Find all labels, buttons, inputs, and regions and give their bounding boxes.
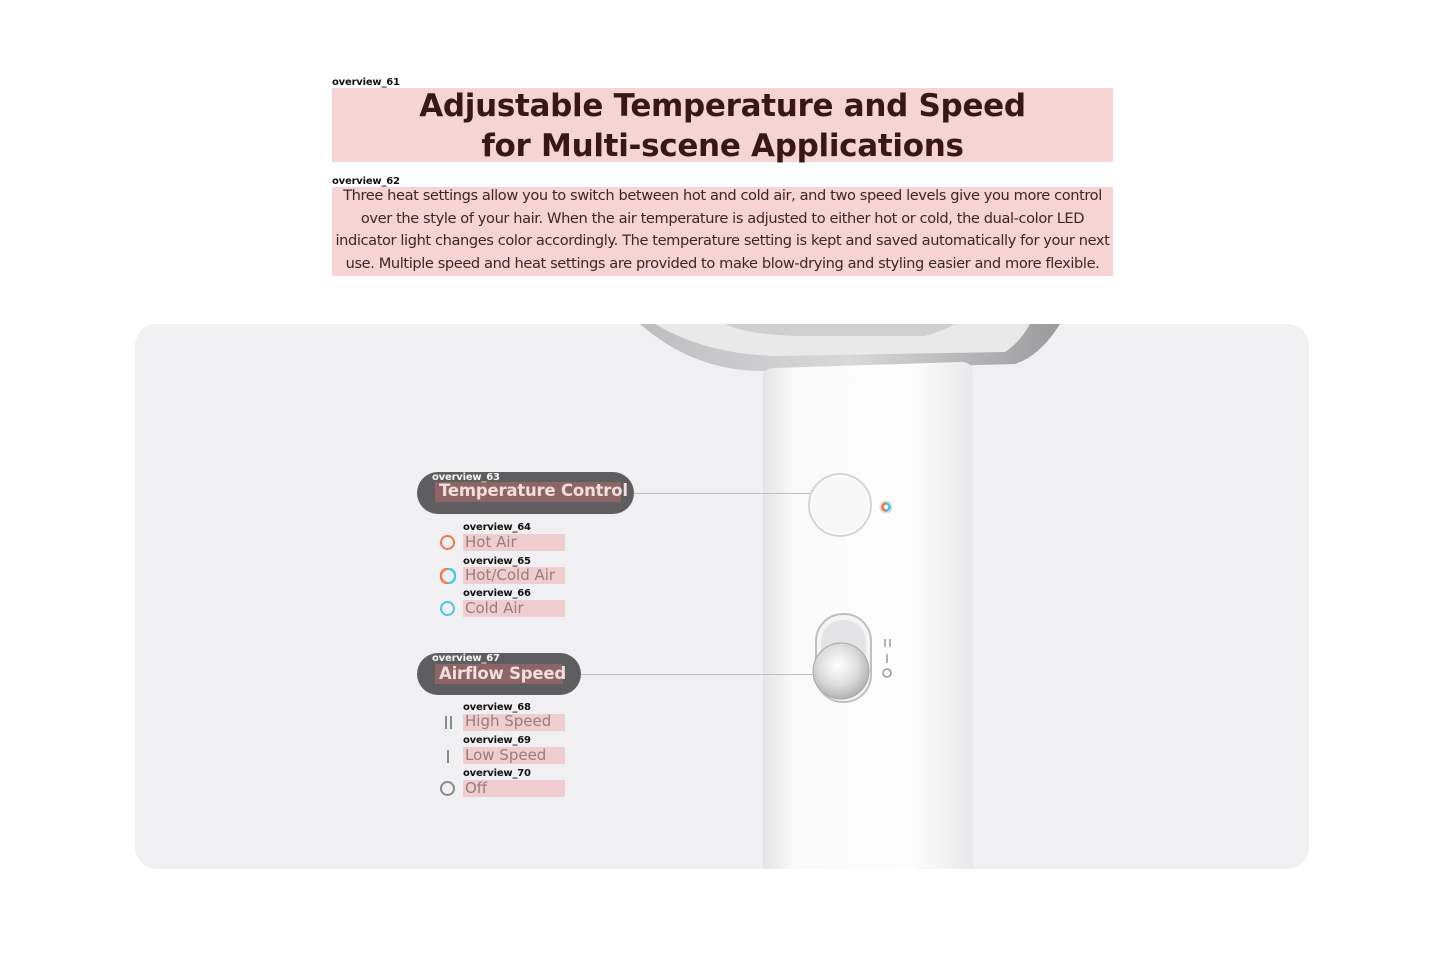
off-label: Off xyxy=(465,779,488,797)
cold-air-label: Cold Air xyxy=(465,599,524,617)
cold-air-ring-icon xyxy=(440,601,455,616)
hot-cold-air-ring-icon xyxy=(440,568,456,584)
title-line-1: Adjustable Temperature and Speed xyxy=(419,88,1026,124)
page-title xyxy=(332,86,1113,166)
off-ring-icon xyxy=(440,781,455,796)
title-tag: overview_61 xyxy=(332,77,400,88)
cold-air-tag: overview_66 xyxy=(463,588,531,599)
temperature-button xyxy=(809,474,871,536)
low-speed-label: Low Speed xyxy=(465,746,547,764)
airflow-connector xyxy=(581,674,813,675)
hot-air-label: Hot Air xyxy=(465,533,517,551)
low-speed-tag: overview_69 xyxy=(463,735,531,746)
double-bar-icon xyxy=(444,715,453,730)
description-text: Three heat settings allow you to switch between hot and cold air, and two speed levels give you more control over the style of your hair. When the air temperature is adjusted to either hot or cold, the dual-color LED indicator light changes color accordingly. The temperature setting is kept and saved automatically for your next use. Multiple speed and heat settings are provided to make blow-drying and styling easier and more flexible. xyxy=(335,187,1110,273)
hair-dryer-illustration xyxy=(135,324,1309,869)
hot-cold-air-tag: overview_65 xyxy=(463,556,531,567)
high-speed-tag: overview_68 xyxy=(463,702,531,713)
off-tag: overview_70 xyxy=(463,768,531,779)
temperature-tag: overview_63 xyxy=(432,472,500,483)
dryer-handle xyxy=(763,362,973,869)
airflow-speed-label: Airflow Speed xyxy=(439,664,567,683)
single-bar-icon xyxy=(446,749,450,764)
temperature-connector xyxy=(634,493,810,494)
temperature-control-label: Temperature Control xyxy=(439,481,628,500)
description-tag: overview_62 xyxy=(332,176,400,187)
high-speed-label: High Speed xyxy=(465,712,552,730)
title-line-2: for Multi-scene Applications xyxy=(481,128,964,164)
speed-slider-knob xyxy=(813,643,869,699)
hot-air-ring-icon xyxy=(440,535,455,550)
hot-cold-air-label: Hot/Cold Air xyxy=(465,566,556,584)
product-stage xyxy=(135,324,1309,869)
hot-air-tag: overview_64 xyxy=(463,522,531,533)
airflow-tag: overview_67 xyxy=(432,653,500,664)
